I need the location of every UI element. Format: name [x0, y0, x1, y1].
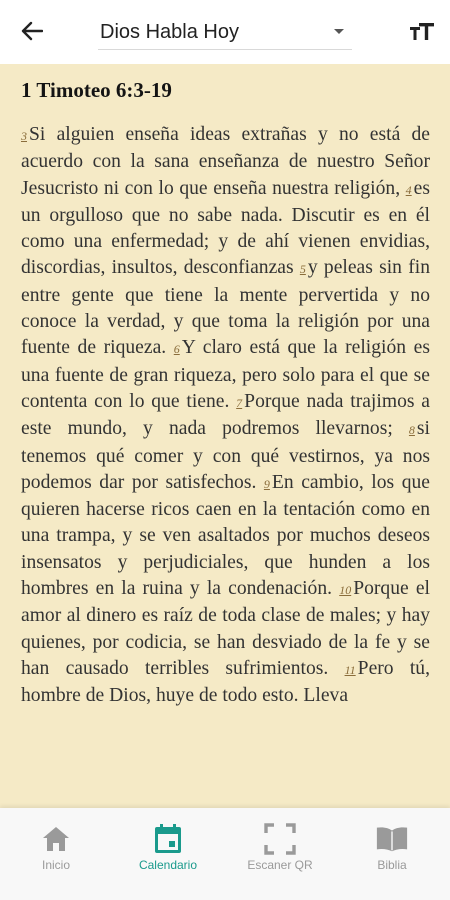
nav-calendario[interactable]	[112, 808, 224, 900]
nav-label-calendario: Calendario	[138, 858, 198, 872]
text-size-icon	[408, 33, 438, 50]
verse-text: Y claro está que la religión es una fuente de gran riqueza, pero solo para el que se contenta con lo que tiene.	[21, 337, 430, 412]
verse-number[interactable]: 8	[408, 423, 415, 438]
verse-text: y peleas sin fin entre gente que tiene la mente pervertida y no conoce la verdad, y que toma la religión por una fuente de riqueza.	[21, 257, 430, 359]
qr-scanner-icon	[263, 822, 297, 856]
verse-text: En cambio, los que quieren hacerse ricos caen en la tentación como en una trampa, y se ven asaltados por muchos deseos insensatos y perjudiciales, que hunden a los hombres en la ruina y la condenación.	[21, 471, 431, 600]
verse-text: Porque el amor al dinero es raíz de toda clase de males; y hay quienes, por codicia, se han desviado de la fe y se han causado terribles sufrimientos.	[21, 578, 430, 679]
verse-text: Si alguien enseña ideas extrañas y no está de acuerdo con la sana enseñanza de nuestro Señor Jesucristo ni con lo que enseña nuestra religión,	[21, 124, 430, 199]
verse-text: Porque nada trajimos a este mundo, y nada podremos llevarnos;	[21, 390, 430, 440]
nav-label-escaner-qr: Escaner QR	[247, 858, 313, 872]
book-icon	[375, 822, 409, 856]
verse-text: Pero tú, hombre de Dios, huye de todo esto. Lleva	[21, 657, 431, 707]
verse-number[interactable]: 10	[339, 583, 352, 598]
bottom-navigation	[0, 808, 450, 900]
verse-number[interactable]: 3	[21, 129, 27, 143]
bible-version-dropdown[interactable]	[98, 14, 352, 50]
home-icon	[39, 822, 73, 856]
caret-down-icon	[334, 29, 344, 34]
nav-label-inicio: Inicio	[41, 858, 70, 872]
nav-biblia[interactable]	[336, 808, 448, 900]
verse-number[interactable]: 4	[405, 182, 412, 197]
nav-escaner-qr[interactable]	[224, 808, 336, 900]
calendar-icon	[151, 822, 185, 856]
verse-text: si tenemos qué comer y con qué vestirnos, ya nos podemos dar por satisfechos.	[21, 418, 430, 493]
back-button[interactable]	[14, 18, 50, 48]
verse-text: es un orgulloso que no sabe nada. Discutir es en él como una enfermedad; y de ahí vienen envidias, discordias, insultos, desconfianzas	[21, 177, 430, 279]
nav-label-biblia: Biblia	[377, 858, 407, 872]
nav-inicio[interactable]	[0, 808, 112, 900]
verse-number[interactable]: 9	[263, 476, 270, 491]
passage-text	[21, 122, 430, 710]
verse-number[interactable]: 6	[173, 342, 180, 357]
verse-number[interactable]: 7	[236, 395, 243, 410]
verse-number[interactable]: 5	[299, 262, 306, 277]
text-size-button[interactable]	[408, 20, 438, 46]
app-bar	[0, 0, 450, 64]
arrow-back-icon	[21, 21, 43, 46]
passage-reference: 1 Timoteo 6:3-19	[21, 78, 172, 102]
reading-pane[interactable]	[0, 64, 450, 808]
bible-version-label: Dios Habla Hoy	[100, 21, 239, 43]
verse-number[interactable]: 11	[344, 662, 356, 677]
